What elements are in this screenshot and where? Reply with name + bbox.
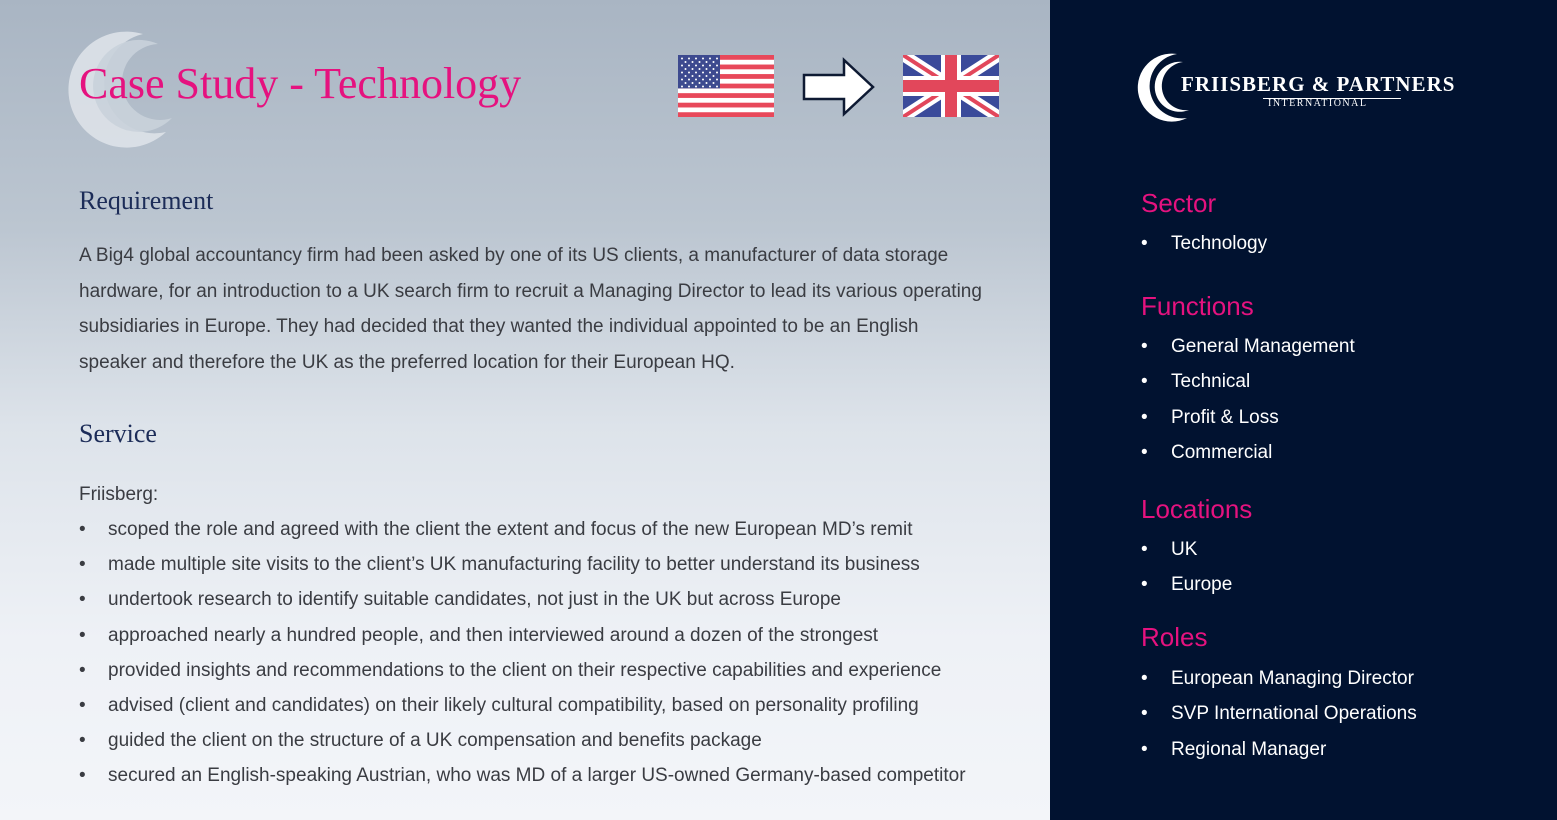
bullet-marker: • — [79, 554, 86, 576]
list-item: • secured an English-speaking Austrian, who was MD of a larger US-owned Germany-based competitor — [79, 758, 966, 793]
list-item: • undertook research to identify suitable candidates, not just in the UK but across Europe — [79, 582, 966, 617]
roles-heading: Roles — [1141, 622, 1208, 652]
list-item: • Profit & Loss — [1141, 400, 1355, 435]
list-item: • SVP International Operations — [1141, 696, 1417, 731]
list-item: • Regional Manager — [1141, 732, 1417, 767]
list-item: • Europe — [1141, 567, 1232, 602]
bullet-marker: • — [79, 765, 86, 787]
requirement-text: A Big4 global accountancy firm had been asked by one of its US clients, a manufacturer of data storage hardware, for an introduction to a UK search firm to recruit a Managing Director to lead its various operating subsidiaries in Europe. They had decided that they wanted the individual appointed to be an English speaker and therefore the UK as the preferred location for their European HQ. — [79, 245, 982, 373]
bullet-marker: • — [79, 519, 86, 540]
list-item: • provided insights and recommendations to the client on their respective capabilities and experience — [79, 653, 966, 688]
list-item: • made multiple site visits to the client’s UK manufacturing facility to better understand its business — [79, 547, 966, 582]
list-item: • scoped the role and agreed with the client the extent and focus of the new European MD’s remit — [79, 512, 966, 547]
service-bullet-list — [79, 512, 966, 794]
bullet-marker: • — [1141, 406, 1148, 428]
list-item: • Commercial — [1141, 435, 1355, 470]
list-item: • advised (client and candidates) on their likely cultural compatibility, based on personality profiling — [79, 688, 966, 723]
list-item: • General Management — [1141, 329, 1355, 364]
us-flag-icon — [678, 55, 774, 117]
bullet-marker: • — [1141, 371, 1148, 393]
bullet-marker: • — [79, 695, 86, 717]
roles-list — [1141, 661, 1417, 767]
list-item: • Technical — [1141, 364, 1355, 399]
bullet-marker: • — [1141, 539, 1148, 560]
list-item: • UK — [1141, 532, 1232, 567]
right-arrow-icon — [802, 57, 876, 117]
page-title: Case Study - Technology — [79, 59, 522, 108]
bullet-marker: • — [79, 624, 86, 646]
sector-list — [1141, 226, 1267, 261]
bullet-marker: • — [1141, 668, 1148, 689]
bullet-marker: • — [79, 659, 86, 681]
bullet-marker: • — [79, 589, 86, 611]
bullet-marker: • — [1141, 574, 1148, 596]
logo-name: FRIISBERG & PARTNERS — [1181, 72, 1456, 96]
list-item: • Technology — [1141, 226, 1267, 261]
service-intro: Friisberg: — [79, 484, 159, 505]
uk-flag-icon — [903, 55, 999, 117]
bullet-marker: • — [1141, 233, 1148, 254]
requirement-heading: Requirement — [79, 186, 214, 215]
locations-list — [1141, 532, 1232, 603]
bullet-marker: • — [1141, 441, 1148, 463]
sector-heading: Sector — [1141, 188, 1217, 218]
bullet-marker: • — [79, 730, 86, 752]
functions-heading: Functions — [1141, 291, 1254, 321]
logo-subtitle: INTERNATIONAL — [1268, 98, 1368, 109]
service-heading: Service — [79, 419, 157, 448]
list-item: • European Managing Director — [1141, 661, 1417, 696]
bullet-marker: • — [1141, 703, 1148, 725]
bullet-marker: • — [1141, 738, 1148, 760]
list-item: • guided the client on the structure of a UK compensation and benefits package — [79, 723, 966, 758]
list-item: • approached nearly a hundred people, and then interviewed around a dozen of the strongest — [79, 618, 966, 653]
bullet-marker: • — [1141, 336, 1148, 357]
functions-list — [1141, 329, 1355, 470]
locations-heading: Locations — [1141, 494, 1253, 524]
